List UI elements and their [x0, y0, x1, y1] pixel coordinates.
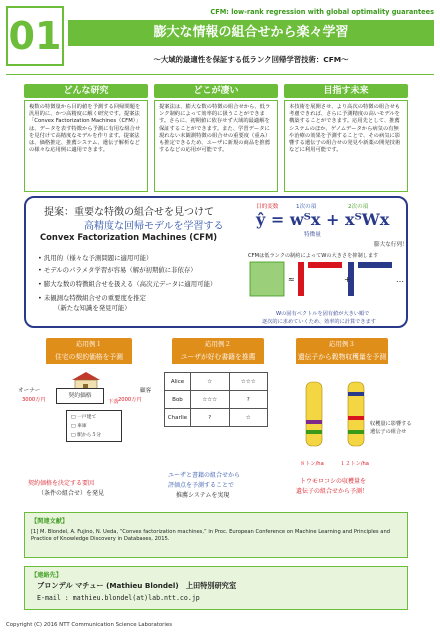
bullet-3: • 膨大な数の特徴組合せを扱える（高次元データに適用可能）: [38, 280, 217, 288]
app3-title: 遺伝子から穀物収穫量を予測: [296, 350, 388, 364]
header-rule: [6, 74, 434, 75]
formula-label-feature: 特徴量: [304, 232, 321, 238]
contact-box: [24, 566, 408, 610]
bullet-4b: [54, 304, 131, 312]
section-heading-what: どんな研究: [24, 84, 148, 98]
app2-title: ユーザが好む書籍を推薦: [172, 350, 264, 364]
section-text-strength: 提案法は、膨大な数の特徴の組合せから、低ランク制約によって効率的に扱うことができます。さらに、初期値に依存せず大域的最適解を保証することができます。また、学習データに現れない未観測特徴の組合せの重要度（重み）も推定できるため、ユーザに新規の商品を推薦するなどの応用が可能です。: [159, 104, 271, 154]
user-name: Alice: [165, 373, 191, 391]
proposal-name: Convex Factorization Machines (CFM): [40, 232, 218, 242]
rating-cell: ☆☆☆: [191, 391, 230, 409]
app2-caption-1: ユーザと書籍の組合せから: [168, 472, 241, 479]
section-text-what: 複数の特徴量から目的値を予測する回帰問題を汎用的に、かつ高精度に解く研究です。提案法「Convex Factorization Machines（CFM）」は、データを表す特徴から予測に有用な組合せを見付けて高精度なモデルを作ります。提案法は、価格推定、推薦システム、遺伝子解析などの様々な応用例に適用できます。: [29, 104, 141, 154]
app3-caption-2: 遺伝子の組合せから予測！: [296, 488, 369, 495]
proposal-line1: 提案：重要な特徴の組合せを見つけて: [44, 207, 214, 218]
section-body-future: [284, 100, 408, 192]
section-heading-future: 目指す未来: [284, 84, 408, 98]
bullet-4: • 未観測な特徴組合せの重要度を推定: [38, 294, 147, 302]
header-subtitle-en: CFM: low-rank regression with global optimality guarantees: [210, 8, 434, 16]
rating-cell: ☆: [191, 373, 230, 391]
corn-yield-1: ８トン/ha: [300, 461, 324, 467]
rating-cell: ?: [229, 391, 268, 409]
note-huge-matrix: 膨大な行列！: [374, 242, 408, 248]
option-2: □ 車庫: [71, 424, 87, 429]
corn-yield-2: １２トン/ha: [340, 461, 369, 467]
rating-row-charlie: [165, 409, 268, 427]
bullet-3-text: 膨大な数の特徴組合せを扱える（高次元データに適用可能）: [43, 280, 217, 288]
app3-label: 応用例３: [296, 338, 388, 350]
contact-heading: 【連絡先】: [31, 572, 62, 579]
rating-row-alice: [165, 373, 268, 391]
rating-cell: ☆: [229, 409, 268, 427]
rating-cell: ?: [191, 409, 230, 427]
tagline: ～大域的最適性を保証する低ランク回帰学習技術：CFM～: [153, 55, 349, 64]
app1-title: 住宅の契約価格を予測: [46, 350, 132, 364]
bullet-1: • 汎用的（様々な予測問題に適用可能）: [38, 254, 153, 262]
cfm-note: CFMは低ランクの制約によってWの大きさを抑制します: [248, 253, 379, 259]
price-box: [56, 388, 104, 404]
option-2-text: 車庫: [77, 424, 87, 429]
customer-label: 顧客: [140, 388, 152, 394]
corn-icon: [300, 372, 380, 458]
price-box-label: 契約価格: [68, 393, 92, 399]
option-1-text: 一戸建て: [77, 415, 97, 420]
formula-label-first: 1次の項: [296, 204, 317, 210]
app3-caption-1: トウモロコシの収穫量を: [300, 478, 367, 485]
owner-label: オーナー: [18, 388, 41, 394]
section-body-what: [24, 100, 148, 192]
header-number: 01: [8, 14, 62, 58]
proposal-line2: 高精度な回帰モデルを学習する: [84, 221, 224, 232]
gene-note-1: 収穫量に影響する: [370, 421, 412, 427]
options-box: [66, 410, 122, 442]
app1-label: 応用例１: [46, 338, 132, 350]
app2-label: 応用例２: [172, 338, 264, 350]
bullet-4b-text: （新たな知識を発見可能）: [54, 304, 131, 312]
contact-email: E-mail : mathieu.blondel(at)lab.ntt.co.jp: [37, 594, 200, 602]
page-title: 膨大な情報の組合せから楽々学習: [153, 25, 349, 40]
contact-name: ブロンデル マチュー (Mathieu Blondel) 上田特別研究室: [37, 581, 237, 590]
matrix-decomposition-diagram: [248, 260, 404, 312]
rating-cell: ☆☆☆: [229, 373, 268, 391]
svg-text:…: …: [396, 275, 404, 284]
rating-table: [164, 372, 268, 427]
section-text-future: 本技術を展開させ、より高次の特徴の組合せも考慮できれば、さらに予測精度の高いモデルを構築することができます。応用先として、推薦システムのほか、ゲノムデータから病気の有無や治療の効果を予測することで、その病気に影響する遺伝子の組合せの発見や新薬の開発技術などに利用可能です。: [289, 104, 401, 154]
eigen-note-2: 逐次的に求めていくため、効率的に計算できます: [262, 319, 376, 325]
eigen-note-1: Wの固有ベクトルを固有値が大きい順で: [276, 311, 370, 317]
section-heading-strength: どこが凄い: [154, 84, 278, 98]
option-3-text: 駅から５分: [77, 433, 102, 438]
svg-text:+: +: [344, 275, 351, 284]
rating-row-bob: [165, 391, 268, 409]
app1-caption-1: 契約価格を決定する要因: [28, 480, 95, 487]
app2-caption-2: 評価点を予測することで: [168, 482, 235, 489]
owner-price: 3000万円: [22, 397, 46, 403]
formula-label-target: 目的変数: [256, 204, 279, 210]
references-box: [24, 512, 408, 558]
references-heading: 【関連文献】: [31, 518, 69, 525]
formula: ŷ = wᵀx + xᵀWx: [256, 210, 390, 229]
user-name: Charlie: [165, 409, 191, 427]
option-1: □ 一戸建て: [71, 415, 97, 420]
option-3: □ 駅から５分: [71, 433, 102, 438]
bullet-1-text: 汎用的（様々な予測問題に適用可能）: [43, 254, 153, 262]
bullet-2-text: モデルのパラメタ学習が容易（解が初期値に非依存）: [43, 266, 197, 274]
app2-caption-3: 推薦システムを実現: [176, 492, 230, 499]
app1-caption-2: （条件の組合せ）を発見: [38, 490, 105, 497]
references-text: [1] M. Blondel, A. Fujino, N. Ueda, “Convex factorization machines,” in Proc. European Conference on Machine Learning and Principles and Practice of Knowledge Discovery in Databases, 2015.: [31, 529, 391, 542]
section-body-strength: [154, 100, 278, 192]
svg-text:≈: ≈: [288, 275, 295, 284]
bullet-2: • モデルのパラメタ学習が容易（解が初期値に非依存）: [38, 266, 197, 274]
user-name: Bob: [165, 391, 191, 409]
price-down: 下落: [108, 399, 119, 405]
gene-note-2: 遺伝子の組合せ: [370, 429, 407, 435]
customer-price: 2000万円: [118, 397, 142, 403]
formula-label-second: 2次の項: [348, 204, 369, 210]
header-number-box: [6, 6, 64, 66]
bullet-4-text: 未観測な特徴組合せの重要度を推定: [43, 294, 147, 302]
footer-copyright: Copyright (C) 2016 NTT Communication Science Laboratories: [6, 622, 173, 628]
